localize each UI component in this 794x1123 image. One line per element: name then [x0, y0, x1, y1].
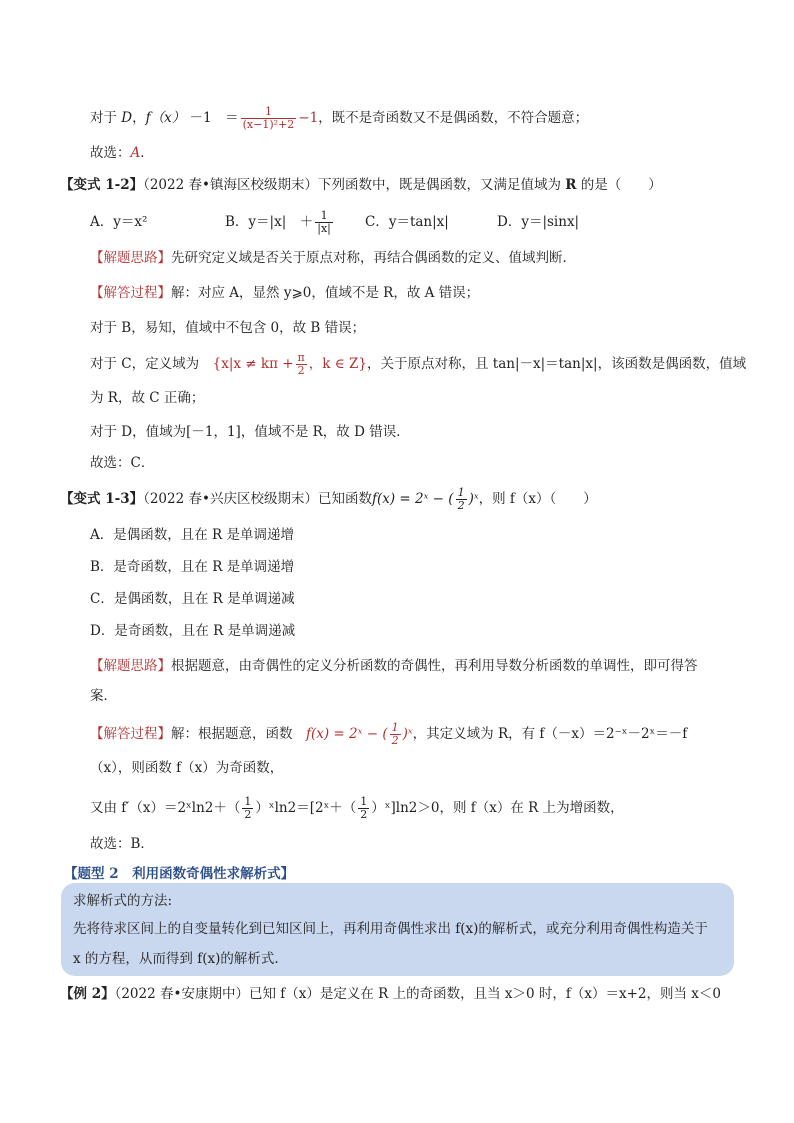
method-box-line-2: x 的方程，从而得到 f(x)的解析式. — [73, 951, 279, 967]
thinking-line-1: 【解题思路】先研究定义域是否关于原点对称，再结合偶函数的定义、值域判断． — [90, 250, 576, 266]
option-13-a: A．是偶函数，且在 R 是单调递增 — [90, 527, 294, 543]
answer-line-b: 故选：B． — [90, 836, 154, 852]
variant-1-3-question: 【变式 1-3】（2022 春•兴庆区校级期末）已知函数f(x) = 2ˣ − ( $\frac{1}{2}$ )ˣ，则 f（x）（ ） — [60, 486, 597, 512]
answer-line-c: 故选：C． — [90, 455, 155, 471]
answer-line-a: 故选：A． — [90, 145, 154, 161]
method-box-title: 求解析式的方法: — [73, 893, 173, 909]
section-heading-type-2: 【题型 2 利用函数奇偶性求解析式】 — [64, 866, 295, 882]
thinking-line-2b: 案． — [90, 688, 117, 704]
option-13-c: C．是偶函数，且在 R 是单调递减 — [90, 591, 295, 607]
example-2-question: 【例 2】（2022 春•安康期中）已知 f（x）是定义在 R 上的奇函数，且当 x＞0 时，f（x）＝x+2，则当 x＜0 — [60, 986, 722, 1002]
option-a: A．y＝x² — [90, 214, 148, 230]
process2-line-2: （x），则函数 f（x）为奇函数， — [90, 760, 284, 776]
variant-1-2-question: 【变式 1-2】（2022 春•镇海区校级期末）下列函数中，既是偶函数，又满足值域为 R 的是（ ） — [60, 177, 662, 193]
process2-line-1: 【解答过程】解：根据题意，函数 f(x) = 2ˣ − ( $\frac{1}{2}$ )ˣ，其定义域为 R，有 f（－x）＝2⁻ˣ－2ˣ＝－f — [90, 721, 688, 747]
fraction: $\frac{1}{\text{(x−1)²+2}}$ — [242, 105, 295, 131]
option-d: D．y＝|sinx| — [497, 214, 580, 230]
method-box — [61, 883, 734, 976]
solution-line-d: 对于 D，f（x） －1 ＝ $\frac{1}{\text{(x−1)²+2}}$ −1，既不是奇函数又不是偶函数，不符合题意； — [90, 105, 589, 131]
option-13-d: D．是奇函数，且在 R 是单调递减 — [90, 623, 296, 639]
option-b: B．y＝|x| ＋ $\frac{1}{|x|}$ — [225, 209, 331, 235]
method-box-line-1: 先将待求区间上的自变量转化到已知区间上，再利用奇偶性求出 f(x)的解析式，或充分利用奇偶性构造关于 — [73, 921, 708, 937]
option-c: C．y＝tan|x| — [365, 214, 449, 230]
process-line-2: 对于 B，易知，值域中不包含 0，故 B 错误； — [90, 320, 366, 336]
process-line-1: 【解答过程】解：对应 A，显然 y⩾0，值域不是 R，故 A 错误； — [90, 285, 480, 301]
process-line-3: 对于 C，定义域为 {x|x ≠ kπ + $\frac{\pi}{2}$ ，k ∈ Z}，关于原点对称，且 tan|－x|＝tan|x|，该函数是偶函数，值域 — [90, 351, 747, 377]
process2-line-3: 又由 f′（x）＝2ˣln2＋（ $\frac{1}{2}$ ）ˣln2＝[2ˣ＋（ $\frac{1}{2}$ ）ˣ]ln2＞0，则 f（x）在 R 上为增函数， — [90, 795, 624, 821]
process-line-4: 为 R，故 C 正确； — [90, 390, 205, 406]
thinking-line-2: 【解题思路】根据题意，由奇偶性的定义分析函数的奇偶性，再利用导数分析函数的单调性，即可得答 — [90, 658, 698, 674]
option-13-b: B．是奇函数，且在 R 是单调递增 — [90, 559, 295, 575]
process-line-5: 对于 D，值域为[－1，1]，值域不是 R，故 D 错误． — [90, 424, 410, 440]
